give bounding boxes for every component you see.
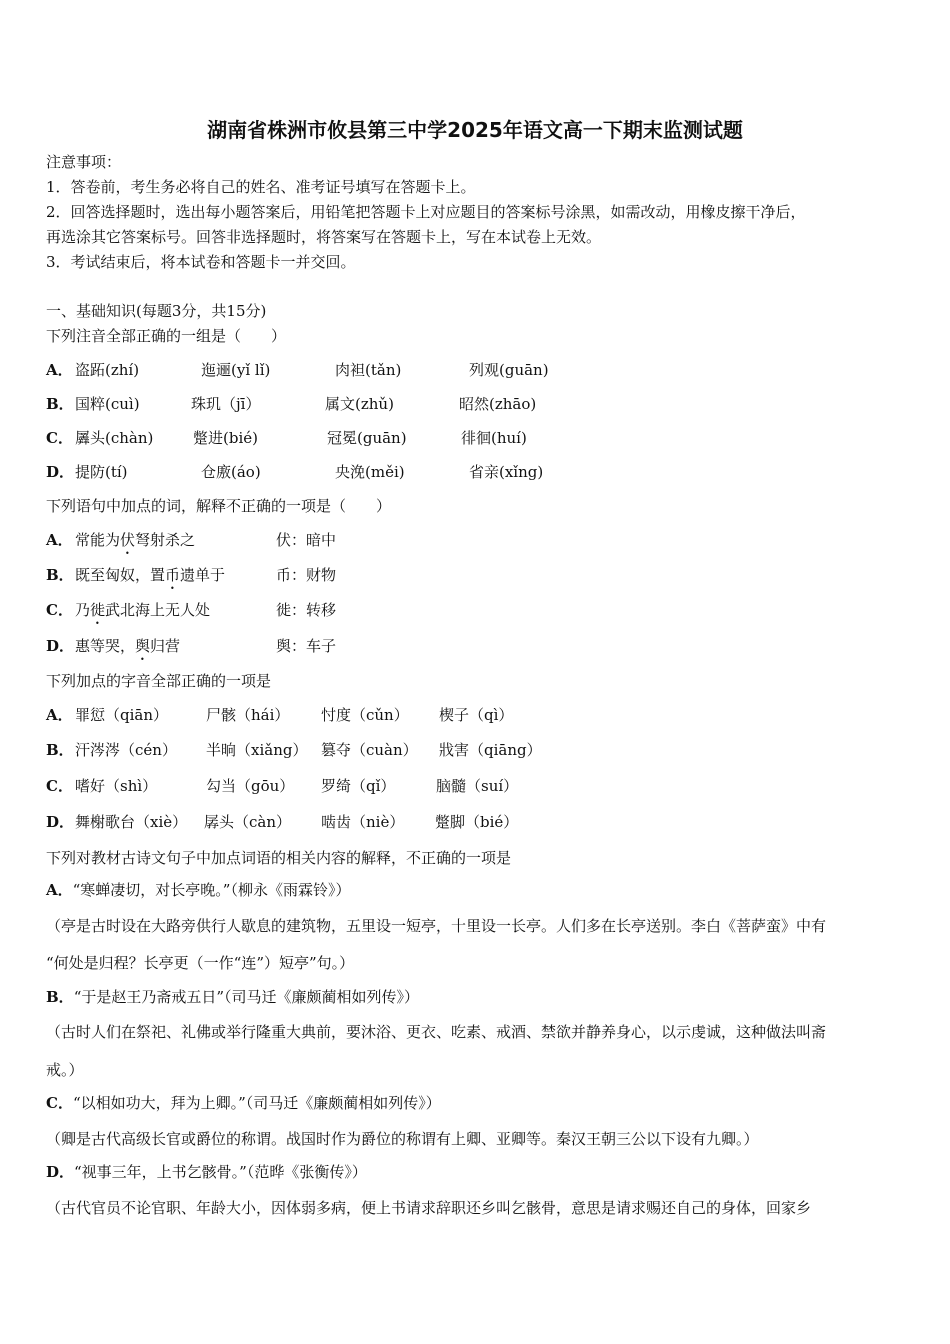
dotted-word: 徙: [90, 601, 106, 619]
question-stem: 下列对教材古诗文句子中加点词语的相关内容的解释，不正确的一项是: [46, 849, 512, 867]
q2-option-b: [46, 565, 906, 585]
option-note: （卿是古代高级长官或爵位的称谓。战国时作为爵位的称谓有上卿、亚卿等。秦汉王朝三公以下设有九卿。）: [46, 1130, 759, 1148]
option-label: A．: [46, 881, 73, 899]
option-sentence: [75, 565, 225, 593]
quote-text: “视事三年，上书乞骸骨。”（范晔《张衡传》）: [74, 1163, 367, 1181]
option-label: A．: [46, 361, 73, 379]
sentence-part: 弩射杀之: [135, 531, 196, 549]
q4-option-b-quote: [46, 987, 419, 1007]
option-sentence: [75, 636, 180, 664]
option-explanation: 舆：车子: [276, 637, 337, 655]
q3-option-a: [46, 705, 906, 725]
option-item: 仓廒(áo): [201, 463, 261, 481]
sentence-part: 遗单于: [180, 566, 226, 584]
option-label: C．: [46, 601, 73, 619]
option-item: 羼头(chàn): [75, 429, 154, 447]
q3-option-b: [46, 740, 906, 760]
q4-option-c-quote: [46, 1093, 441, 1113]
option-item: 尸骸（hái）: [206, 706, 290, 724]
option-note: （古时人们在祭祀、礼佛或举行隆重大典前，要沐浴、更衣、吃素、戒酒、禁欲并静养身心，以示虔诚，这种做法叫斋: [46, 1023, 827, 1041]
option-explanation: 币：财物: [276, 566, 337, 584]
option-item: 汗涔涔（cén）: [75, 741, 177, 759]
sentence-part: 常能为: [75, 531, 121, 549]
option-item: 啮齿（niè）: [321, 813, 405, 831]
option-explanation: 伏：暗中: [276, 531, 337, 549]
option-label: C．: [46, 777, 73, 795]
option-label: D．: [46, 813, 75, 831]
question-stem: 下列加点的字音全部正确的一项是: [46, 672, 272, 690]
option-item: 昭然(zhāo): [459, 395, 537, 413]
option-item: 戕害（qiāng）: [439, 741, 542, 759]
page-title: 湖南省株洲市攸县第三中学2025年语文高一下期末监测试题: [207, 118, 743, 142]
option-item: 央浼(měi): [335, 463, 405, 481]
option-note: 戒。）: [46, 1061, 84, 1079]
dotted-word: 舆: [135, 637, 151, 655]
option-label: D．: [46, 463, 75, 481]
option-item: 罪愆（qiān）: [75, 706, 169, 724]
question-stem: 下列注音全部正确的一组是（ ）: [46, 327, 287, 345]
option-item: 忖度（cǔn）: [321, 706, 409, 724]
option-item: 徘徊(huí): [461, 429, 527, 447]
option-item: 楔子（qì）: [439, 706, 514, 724]
option-sentence: [75, 530, 195, 558]
quote-text: “于是赵王乃斋戒五日”（司马迁《廉颇蔺相如列传》）: [73, 988, 420, 1006]
option-item: 脑髓（suí）: [436, 777, 519, 795]
dotted-word: 币: [165, 566, 181, 584]
option-item: 蹩进(bié): [193, 429, 258, 447]
sentence-part: 既至匈奴，置: [75, 566, 166, 584]
option-label: B．: [46, 566, 74, 584]
sentence-part: 武北海上无人处: [105, 601, 211, 619]
option-item: 罗绮（qǐ）: [321, 777, 396, 795]
option-label: A．: [46, 531, 73, 549]
option-note: “何处是归程？长亭更（一作“连”）短亭”句。）: [46, 954, 355, 972]
option-item: 提防(tí): [75, 463, 128, 481]
q4-option-a-quote: [46, 880, 350, 900]
option-item: 肉袒(tǎn): [335, 361, 402, 379]
option-label: B．: [46, 741, 74, 759]
option-item: 列观(guān): [469, 361, 549, 379]
option-note: （古代官员不论官职、年龄大小，因体弱多病，便上书请求辞职还乡叫乞骸骨，意思是请求赐还自己的身体，回家乡: [46, 1199, 812, 1217]
option-label: B．: [46, 395, 74, 413]
option-item: 珠玑（jī）: [191, 395, 261, 413]
notice-item: 3．考试结束后，将本试卷和答题卡一并交回。: [46, 253, 356, 271]
option-item: 勾当（gōu）: [206, 777, 295, 795]
question-stem: 下列语句中加点的词，解释不正确的一项是（ ）: [46, 497, 392, 515]
option-label: B．: [46, 988, 74, 1006]
q1-option-b: [46, 394, 906, 414]
option-label: C．: [46, 429, 73, 447]
q2-option-a: [46, 530, 906, 550]
sentence-part: 归营: [150, 637, 181, 655]
q2-option-c: [46, 600, 906, 620]
option-item: 迤逦(yǐ lǐ): [201, 361, 271, 379]
q4-option-d-quote: [46, 1162, 367, 1182]
option-item: 属文(zhǔ): [325, 395, 394, 413]
dotted-word: 伏: [120, 531, 136, 549]
option-item: 孱头（càn）: [204, 813, 292, 831]
option-label: D．: [46, 637, 75, 655]
sentence-part: 乃: [75, 601, 91, 619]
option-label: D．: [46, 1163, 75, 1181]
quote-text: “寒蝉凄切，对长亭晚。”（柳永《雨霖铃》）: [72, 881, 351, 899]
notice-item: 再选涂其它答案标号。回答非选择题时，将答案写在答题卡上，写在本试卷上无效。: [46, 228, 602, 246]
option-explanation: 徙：转移: [276, 601, 337, 619]
q3-option-c: [46, 776, 906, 796]
q1-option-d: [46, 462, 906, 482]
option-item: 舞榭歌台（xiè）: [75, 813, 188, 831]
q2-option-d: [46, 636, 906, 656]
quote-text: “以相如功大，拜为上卿。”（司马迁《廉颇蔺相如列传》）: [72, 1094, 441, 1112]
option-item: 国粹(cuì): [75, 395, 140, 413]
q1-option-a: [46, 360, 906, 380]
option-item: 嗜好（shì）: [75, 777, 158, 795]
sentence-part: 惠等哭，: [75, 637, 136, 655]
option-note: （亭是古时设在大路旁供行人歇息的建筑物，五里设一短亭，十里设一长亭。人们多在长亭送别。李白《菩萨蛮》中有: [46, 917, 827, 935]
option-item: 篡夺（cuàn）: [321, 741, 418, 759]
option-label: C．: [46, 1094, 73, 1112]
q1-option-c: [46, 428, 906, 448]
section-heading: 一、基础知识(每题3分，共15分): [46, 302, 267, 320]
option-item: 盗跖(zhí): [75, 361, 140, 379]
option-item: 蹩脚（bié）: [435, 813, 519, 831]
option-item: 半晌（xiǎng）: [206, 741, 308, 759]
notice-heading: 注意事项：: [46, 153, 122, 171]
q3-option-d: [46, 812, 906, 832]
option-label: A．: [46, 706, 73, 724]
option-sentence: [75, 600, 210, 628]
notice-item: 1．答卷前，考生务必将自己的姓名、准考证号填写在答题卡上。: [46, 178, 476, 196]
option-item: 冠冕(guān): [327, 429, 407, 447]
notice-item: 2．回答选择题时，选出每小题答案后，用铅笔把答题卡上对应题目的答案标号涂黑，如需改动，用橡皮擦干净后，: [46, 203, 806, 221]
option-item: 省亲(xǐng): [469, 463, 544, 481]
